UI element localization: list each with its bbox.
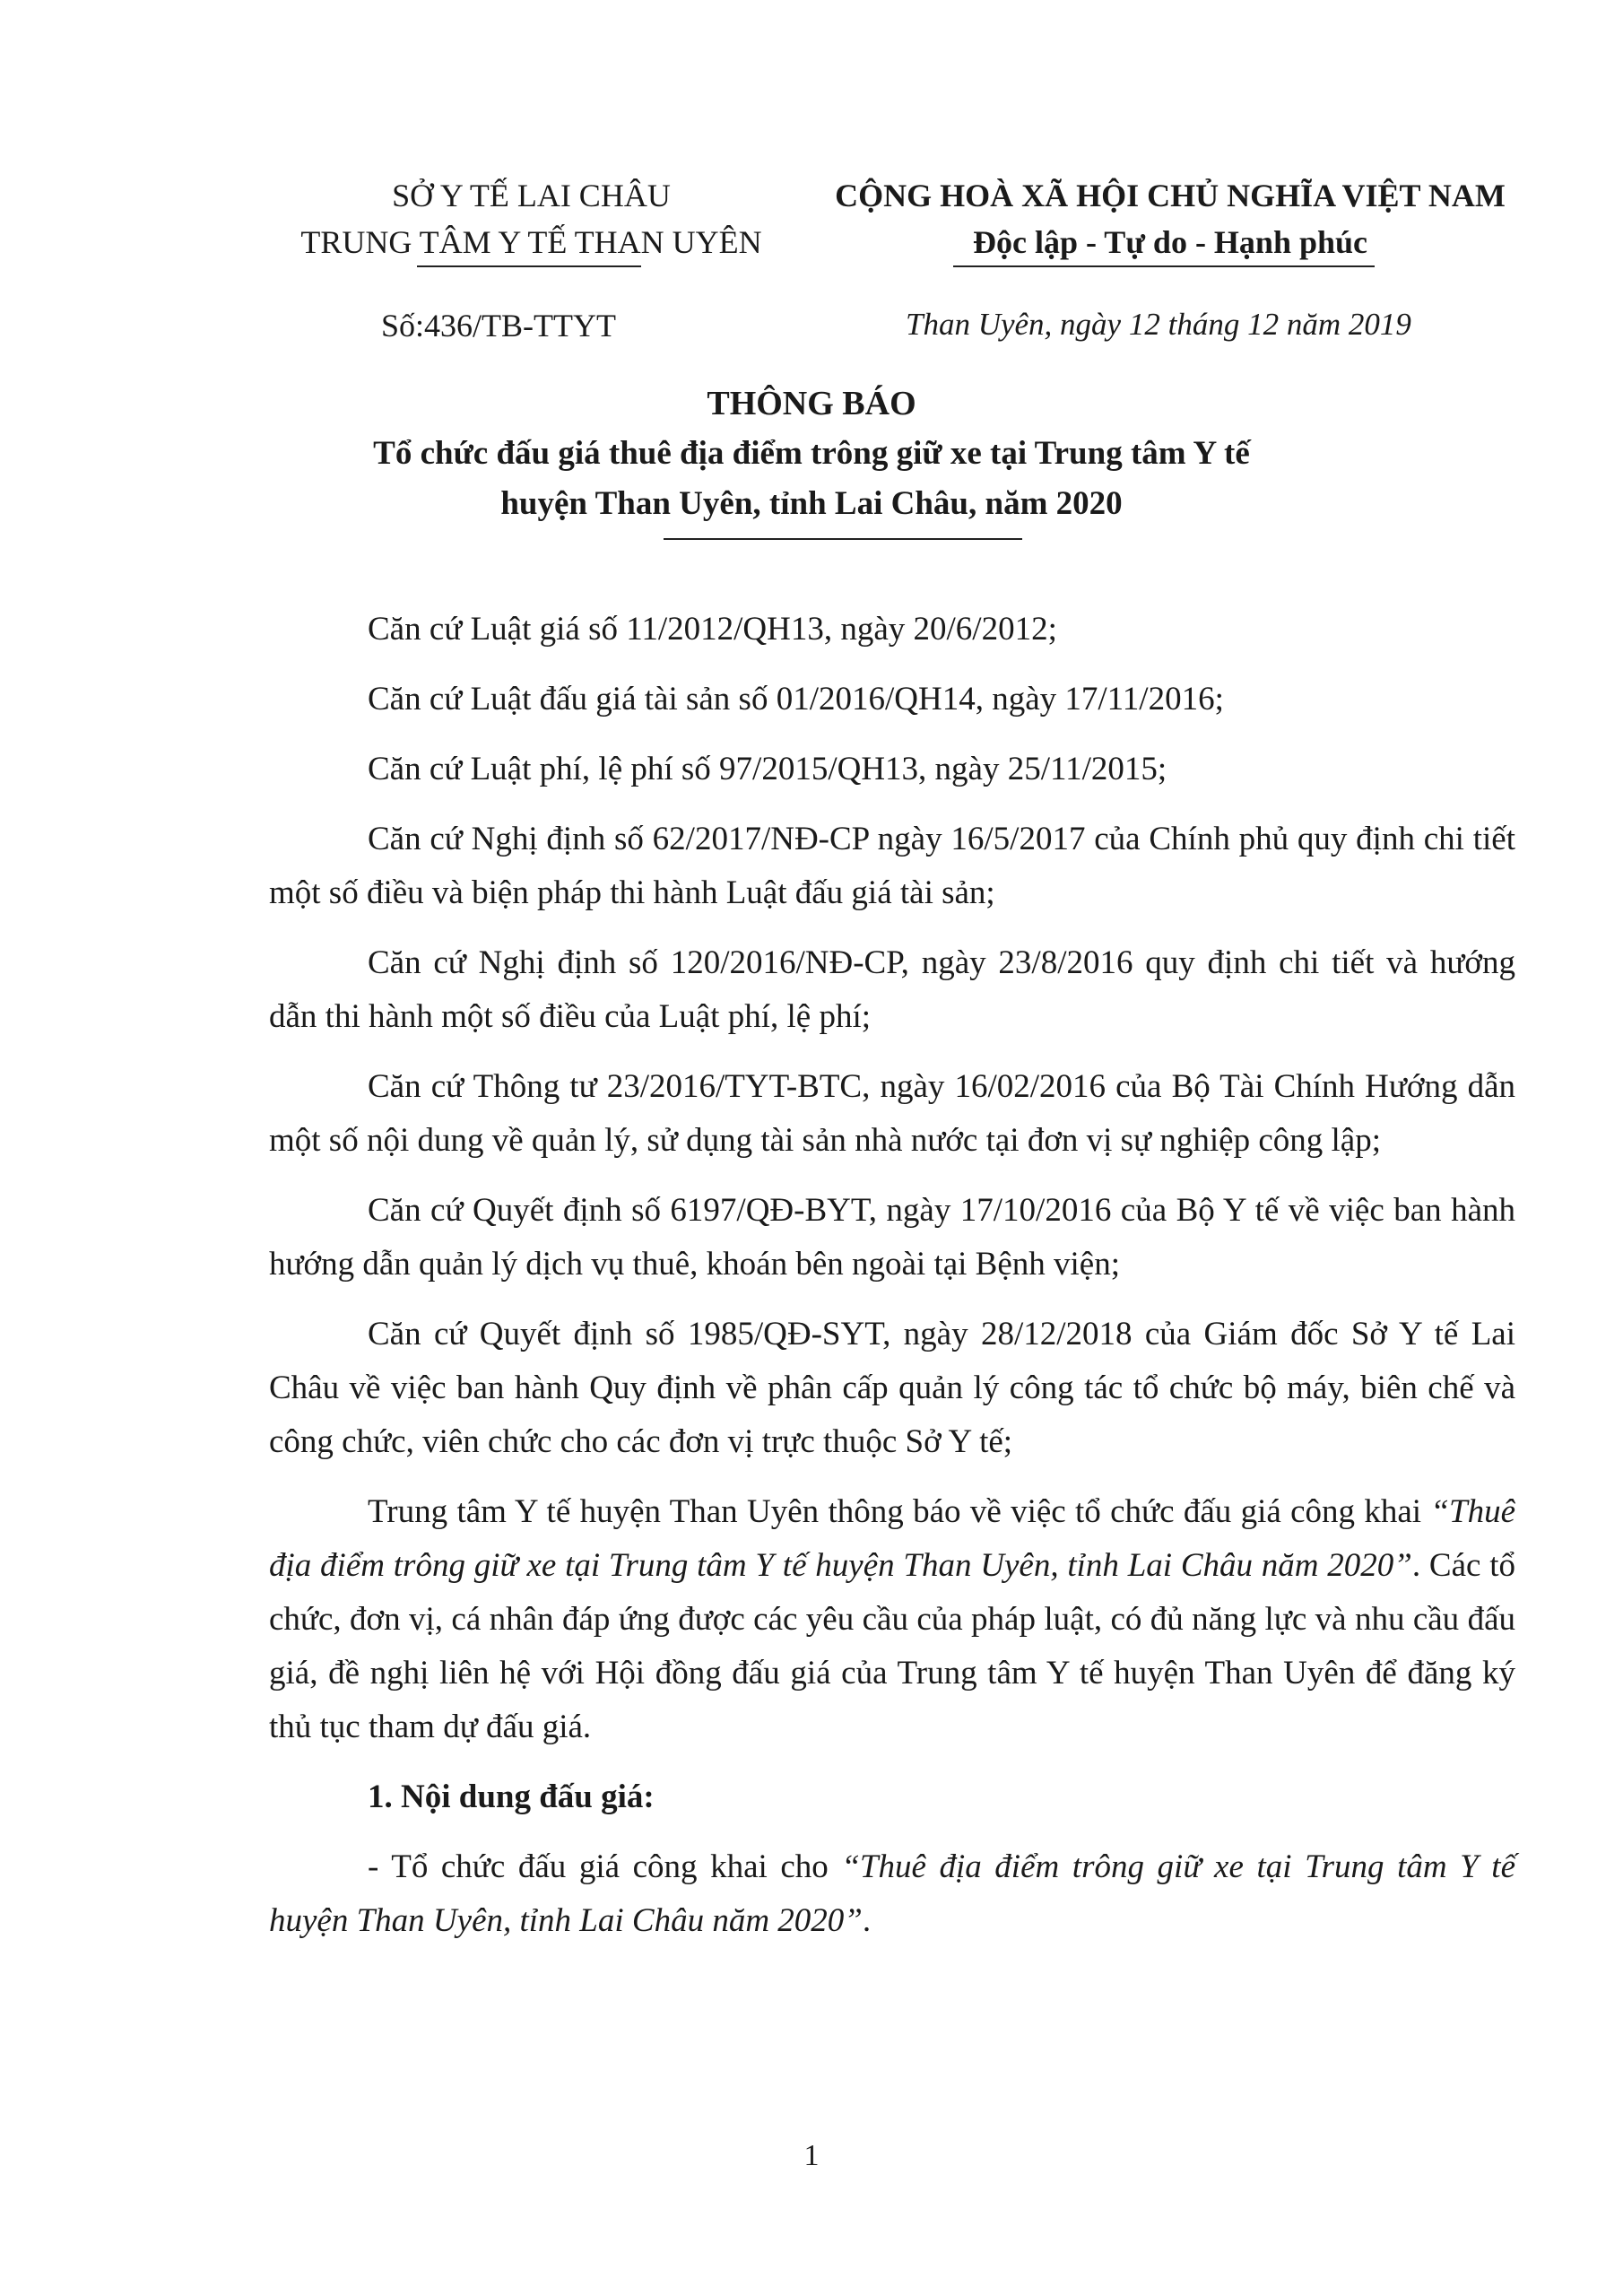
title-underline	[664, 538, 1022, 540]
announcement-text-start: Trung tâm Y tế huyện Than Uyên thông báo về việc tổ chức đấu giá công khai	[368, 1493, 1431, 1530]
announcement-text-end: . Các tổ chức, đơn vị, cá nhân đáp ứng được các yêu cầu của pháp luật, có đủ năng lực và nhu cầu đấu giá, đề nghị liên hệ với Hội đồng đấu giá của Trung tâm Y tế huyện Than Uyên để đăng ký thủ tục tham dự đấu giá.	[269, 1547, 1515, 1745]
legal-basis-paragraph: Căn cứ Quyết định số 1985/QĐ-SYT, ngày 28/12/2018 của Giám đốc Sở Y tế Lai Châu về việc ban hành Quy định về phân cấp quản lý công tác tổ chức bộ máy, biên chế và công chức, viên chức cho các đơn vị trực thuộc Sở Y tế;	[269, 1316, 1515, 1460]
section-1-item-end: .	[862, 1902, 872, 1939]
document-body	[269, 603, 1515, 1964]
document-title	[143, 378, 1480, 529]
legal-basis-paragraph: Căn cứ Thông tư 23/2016/TYT-BTC, ngày 16/02/2016 của Bộ Tài Chính Hướng dẫn một số nội dung về quản lý, sử dụng tài sản nhà nước tại đơn vị sự nghiệp công lập;	[269, 1068, 1515, 1159]
org-underline	[417, 265, 641, 267]
section-1-heading: 1. Nội dung đấu giá:	[368, 1779, 655, 1815]
legal-basis-paragraph: Căn cứ Nghị định số 120/2016/NĐ-CP, ngày 23/8/2016 quy định chi tiết và hướng dẫn thi hành một số điều của Luật phí, lệ phí;	[269, 944, 1515, 1035]
announcement-paragraph	[269, 1485, 1515, 1754]
national-header	[820, 172, 1520, 265]
legal-basis-paragraph: Căn cứ Luật đấu giá tài sản số 01/2016/QH14, ngày 17/11/2016;	[368, 681, 1224, 718]
section-1-item-start: - Tổ chức đấu giá công khai cho	[368, 1848, 842, 1885]
section-1-item-quote: “Thuê địa điểm trông giữ xe tại Trung tâm Y tế huyện Than Uyên, tỉnh Lai Châu năm 2020”	[269, 1848, 1515, 1939]
legal-basis-paragraph: Căn cứ Luật phí, lệ phí số 97/2015/QH13, ngày 25/11/2015;	[368, 751, 1167, 787]
document-number: Số:436/TB-TTYT	[381, 308, 616, 344]
document-date: Than Uyên, ngày 12 tháng 12 năm 2019	[906, 307, 1411, 342]
issuing-organization	[256, 172, 807, 265]
org-line-2: TRUNG TÂM Y TẾ THAN UYÊN	[300, 224, 762, 260]
country-name: CỘNG HOÀ XÃ HỘI CHỦ NGHĨA VIỆT NAM	[835, 178, 1506, 213]
legal-basis-paragraph: Căn cứ Quyết định số 6197/QĐ-BYT, ngày 17/10/2016 của Bộ Y tế về việc ban hành hướng dẫn quản lý dịch vụ thuê, khoán bên ngoài tại Bệnh viện;	[269, 1192, 1515, 1283]
motto-underline	[953, 265, 1375, 267]
auction-subject-quote: “Thuê địa điểm trông giữ xe tại Trung tâm Y tế huyện Than Uyên, tỉnh Lai Châu năm 2020”	[269, 1493, 1515, 1584]
title-subtitle-line-2: huyện Than Uyên, tỉnh Lai Châu, năm 2020	[500, 485, 1123, 522]
page-number: 1	[803, 2139, 820, 2172]
org-line-1: SỞ Y TẾ LAI CHÂU	[392, 178, 671, 213]
section-1-item	[269, 1840, 1515, 1948]
legal-basis-paragraph: Căn cứ Luật giá số 11/2012/QH13, ngày 20/6/2012;	[368, 611, 1057, 648]
national-motto: Độc lập - Tự do - Hạnh phúc	[972, 224, 1368, 260]
legal-basis-paragraph: Căn cứ Nghị định số 62/2017/NĐ-CP ngày 16/5/2017 của Chính phủ quy định chi tiết một số điều và biện pháp thi hành Luật đấu giá tài sản;	[269, 821, 1515, 911]
title-main: THÔNG BÁO	[707, 385, 916, 422]
title-subtitle-line-1: Tổ chức đấu giá thuê địa điểm trông giữ xe tại Trung tâm Y tế	[373, 435, 1250, 472]
